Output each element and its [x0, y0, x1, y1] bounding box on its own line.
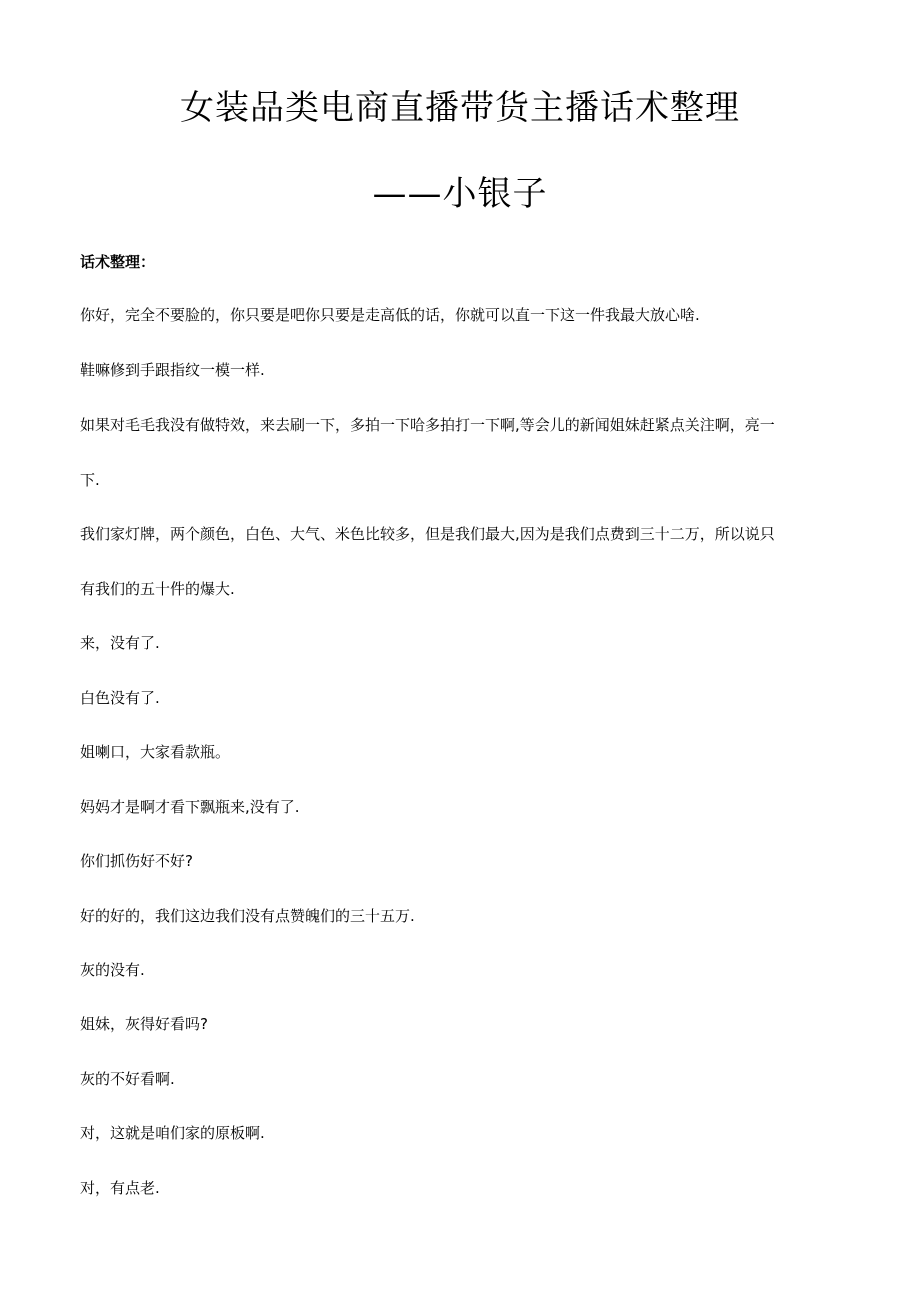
- script-line: 姐喇口，大家看款瓶。: [80, 743, 231, 761]
- script-line: 你好，完全不要脸的，你只要是吧你只要是走高低的话，你就可以直一下这一件我最大放心啥.: [80, 306, 700, 324]
- script-line: 灰的没有.: [80, 961, 145, 979]
- script-line: 你们抓伤好不好?: [80, 852, 193, 870]
- script-line: 姐妹，灰得好看吗?: [80, 1015, 208, 1033]
- document-subtitle: ——小银子: [372, 174, 548, 214]
- script-line: 来，没有了.: [80, 634, 160, 652]
- document-title: 女装品类电商直播带货主播话术整理: [180, 88, 740, 128]
- script-line: 白色没有了.: [80, 689, 160, 707]
- script-line: 对，有点老.: [80, 1179, 160, 1197]
- script-line: 好的好的，我们这边我们没有点赞魄们的三十五万.: [80, 907, 415, 925]
- script-line: 如果对毛毛我没有做特效，来去刷一下，多拍一下哈多拍打一下啊,等会儿的新闻姐妹赶紧点关注啊，亮一: [80, 416, 775, 434]
- script-line: 灰的不好看啊.: [80, 1070, 175, 1088]
- script-line: 有我们的五十件的爆大.: [80, 580, 235, 598]
- script-line: 下.: [80, 471, 100, 489]
- script-line: 鞋嘛修到手跟指纹一模一样.: [80, 361, 265, 379]
- script-line: 我们家灯牌，两个颜色，白色、大气、米色比较多，但是我们最大,因为是我们点费到三十二万，所以说只: [80, 525, 775, 543]
- script-line: 妈妈才是啊才看下飘瓶来,没有了.: [80, 798, 300, 816]
- script-line: 对，这就是咱们家的原板啊.: [80, 1124, 265, 1142]
- section-label: 话术整理：: [80, 253, 156, 271]
